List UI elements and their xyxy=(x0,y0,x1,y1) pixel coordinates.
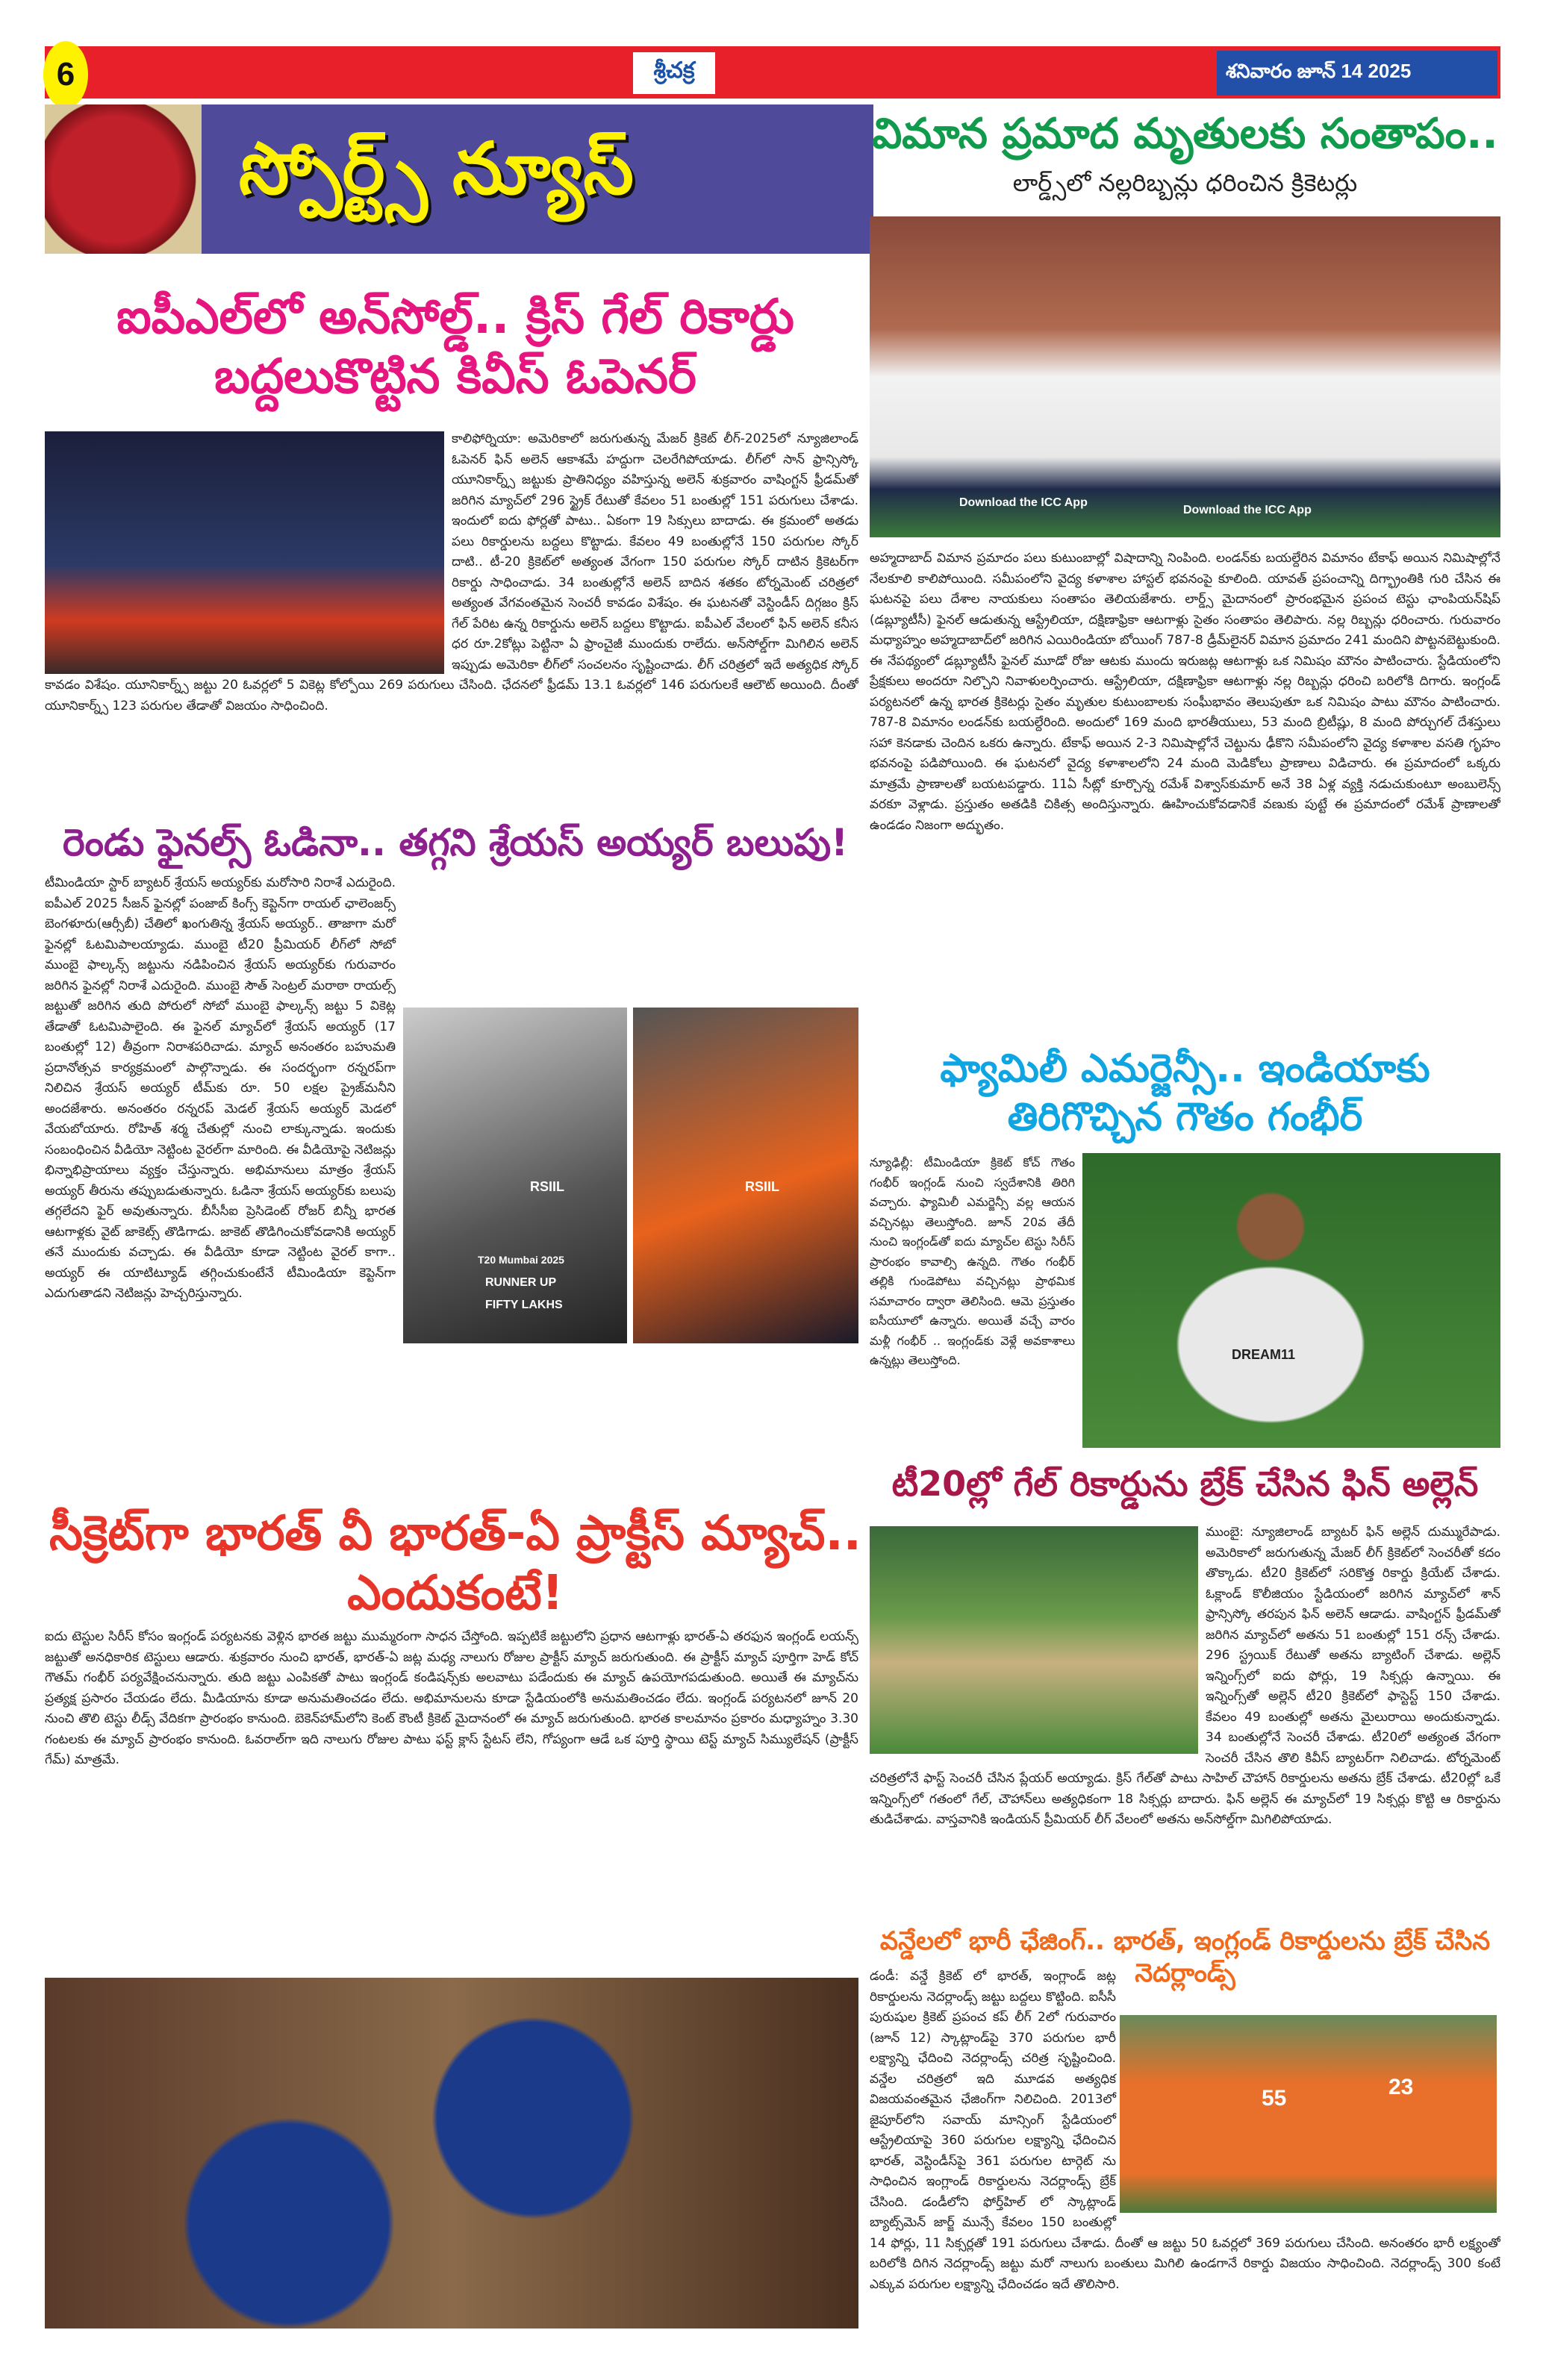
headline-iyer: రెండు ఫైనల్స్ ఓడినా.. తగ్గని శ్రేయస్ అయ్యర్ బలుపు! xyxy=(63,821,848,864)
headline-gale-record: ఐపీఎల్‌లో అన్‌సోల్డ్.. క్రిస్ గేల్ రికార్డు బద్దలుకొట్టిన కివీస్ ఓపెనర్ xyxy=(116,290,794,405)
subheadline-plane-crash: లార్డ్స్‌లో నల్లరిబ్బన్లు ధరించిన క్రికెటర్లు xyxy=(1012,169,1358,197)
netherlands-team-photo xyxy=(1120,2015,1497,2213)
ad-board-text: Download the ICC App xyxy=(1183,504,1312,516)
newspaper-logo: శ్రీచక్ర xyxy=(633,52,715,94)
jersey-number: 23 xyxy=(1388,2075,1414,2099)
sports-news-banner xyxy=(45,104,873,254)
photo-text: T20 Mumbai 2025 xyxy=(478,1254,564,1266)
jersey-text: DREAM11 xyxy=(1232,1347,1296,1362)
indian-players-photo xyxy=(45,1978,858,2329)
story-gambhir-body: న్యూఢిల్లీ: టీమిండియా క్రికెట్ కోచ్ గౌతం గంభీర్ ఇంగ్లండ్ నుంచి స్వదేశానికి తిరిగి వచ్చారు. ఫ్యామిలీ ఎమర్జెన్సీ వల్ల ఆయన వచ్చినట్లు తెలుస్తోంది. జూన్ 20వ తేదీ నుంచి ఇంగ్లండ్‌తో ఐదు మ్యాచ్‌ల టెస్టు సిరీస్ ప్రారంభం కావాల్సి ఉన్నది. గౌతం గంభీర్ తల్లికి గుండెపోటు వచ్చినట్లు ప్రాథమిక సమాచారం ద్వారా తెలిసింది. ఆమె ప్రస్తుతం ఐసీయూలో ఉన్నారు. అయితే వచ్చే వారం మళ్లీ గంభీర్ .. ఇంగ్లండ్‌కు వెళ్లే అవకాశాలు ఉన్నట్లు తెలుస్తోంది. xyxy=(870,1155,1075,1367)
jersey-text: RSIIL xyxy=(745,1179,780,1194)
jersey-text: RSIIL xyxy=(530,1179,565,1194)
story-netherlands-text: డండీ: వన్డే క్రికెట్ లో భారత్, ఇంగ్లాండ్ జట్ల రికార్డులను నెదర్లాండ్స్ జట్టు బద్దలు కొట్టింది. ఐసీసీ పురుషుల క్రికెట్ ప్రపంచ కప్ లీగ్ 2లో గురువారం (జూన్ 12) స్కాట్లాండ్‌పై 370 పరుగుల భారీ లక్ష్యాన్ని ఛేదించి నెదర్లాండ్స్ చరిత్ర సృష్టించింది. వన్డేల చరిత్రలో ఇది మూడవ అత్యధిక విజయవంతమైన ఛేజింగ్‌గా నిలిచింది. 2013లో జైపూర్‌లోని సవాయ్ మాన్సింగ్ స్టేడియంలో ఆస్ట్రేలియాపై 360 పరుగుల లక్ష్యాన్ని ఛేదించిన భారత్, వెస్టిండీస్‌పై 361 పరుగుల టార్గెట్ ను సాధించిన ఇంగ్లాండ్ రికార్డులను నెదర్లాండ్స్ బ్రేక్ చేసింది. డండీలోని ఫోర్త్‌హిల్ లో స్కాట్లాండ్ బ్యాట్స్‌మెన్ జార్జ్ మున్సే కేవలం 150 బంతుల్లో 14 ఫోర్లు, 11 సిక్సర్లతో 191 పరుగులు చేశాడు. దీంతో ఆ జట్టు 50 ఓవర్లలో 369 పరుగులు చేసింది. అనంతరం భారీ లక్ష్యంతో బరిలోకి దిగిన నెదర్లాండ్స్ జట్టు మరో నాలుగు బంతులు మిగిలి ఉండగానే రికార్డు విజయం సాధించింది. నెదర్లాండ్స్ 300 కంటే ఎక్కువ పరుగుల లక్ష్యాన్ని ఛేదించడం ఇదే తొలిసారి. xyxy=(870,1969,1500,2292)
headline-netherlands: వన్డేలలో భారీ ఛేజింగ్.. భారత్, ఇంగ్లండ్ రికార్డులను బ్రేక్ చేసిన నెదర్లాండ్స్ xyxy=(879,1926,1491,1988)
headline-practice-match: సీక్రెట్‌గా భారత్ వీ భారత్-ఏ ప్రాక్టీస్ మ్యాచ్.. ఎందుకంటే! xyxy=(49,1506,861,1621)
story-allen-text: ముంబై: న్యూజిలాండ్ బ్యాటర్ ఫిన్ అల్లెన్ దుమ్మురేపాడు. అమెరికాలో జరుగుతున్న మేజర్ లీగ్ క్రికెట్‌లో సెంచరీతో కదం తొక్కాడు. టీ20 క్రికెట్‌లో సరికొత్త రికార్డు క్రియేట్ చేశాడు. ఓక్లాండ్ కొలీజియం స్టేడియంలో జరిగిన మ్యాచ్‌లో శాన్ ఫ్రాన్సిస్కో తరపున ఫిన్ అలెన్ ఆడాడు. వాషింగ్టన్ ఫ్రీడమ్‌తో జరిగిన మ్యాచ్‌లో అతను 51 బంతుల్లో 151 రన్స్ చేశాడు. 296 స్ట్రయిక్ రేటుతో అతను బ్యాటింగ్ చేశాడు. అల్లెన్ ఇన్నింగ్స్‌లో ఐదు ఫోర్లు, 19 సిక్సర్లు ఉన్నాయి. ఈ ఇన్నింగ్స్‌తో అల్లెన్ టీ20 క్రికెట్‌లో ఫాస్టెస్ట్ 150 చేశాడు. కేవలం 49 బంతుల్లో అతను మైలురాయి అందుకున్నాడు. 34 బంతుల్లోనే సెంచరీ చేశాడు. టీ20లో అత్యంత వేగంగా సెంచరీ చేసిన తొలి కివీస్ బ్యాటర్‌గా నిలిచాడు. టోర్నమెంట్ చరిత్రలోనే ఫాస్ట్ సెంచరీ చేసిన ప్లేయర్ అయ్యాడు. క్రిస్ గేల్‌తో పాటు సాహిల్ చౌహాన్ రికార్డులను అతను బ్రేక్ చేశాడు. టీ20ల్లో ఒకే ఇన్నింగ్స్‌లో గతంలో గేల్, చౌహాన్‌లు అత్యధికంగా 18 సిక్సర్లు బాదారు. ఫిన్ అల్లెన్ ఈ మ్యాచ్‌లో 19 సిక్సర్లు కొట్టి ఆ రికార్డును తుడిచేశాడు. వాస్తవానికి ఇండియన్ ప్రీమియర్ లీగ్ వేలంలో అతను అన్‌సోల్డ్‌గా మిగిలిపోయాడు. xyxy=(870,1525,1500,1827)
story-plane-body: అహ్మదాబాద్ విమాన ప్రమాదం పలు కుటుంబాల్లో విషాదాన్ని నింపింది. లండన్‌కు బయల్దేరిన విమానం టేకాఫ్ అయిన నిమిషాల్లోనే నేలకూలి కాలిపోయింది. సమీపంలోని వైద్య కళాశాల హాస్టల్ భవనంపై కూలింది. యావత్ ప్రపంచాన్ని దిగ్భ్రాంతికి గురి చేసిన ఈ ఘటనపై పలు దేశాల నాయకులు సంతాపం తెలియజేశారు. లార్డ్స్ మైదానంలో ప్రారంభమైన ప్రపంచ టెస్టు ఛాంపియన్‌షిప్ (డబ్ల్యూటీసీ) ఫైనల్ ఆడుతున్న ఆస్ట్రేలియా, దక్షిణాఫ్రికా ఆటగాళ్లు సైతం సంతాపం తెలిపారు. నల్ల రిబ్బన్లు ధరించారు. గురువారం మధ్యాహ్నం అహ్మదాబాద్‌లో జరిగిన ఎయిరిండియా బోయింగ్ 787-8 డ్రీమ్‌లైనర్ విమాన ప్రమాదం 241 మందిని పొట్టనబెట్టుకుంది. ఈ నేపథ్యంలో డబ్ల్యూటీసీ ఫైనల్ మూడో రోజు ఆటకు ముందు ఇరుజట్ల ఆటగాళ్లు ఒక నిమిషం మౌనం పాటించారు. స్టేడియంలోని ప్రేక్షకులు అందరూ నిల్చొని నివాళులర్పించారు. ఆస్ట్రేలియా, దక్షిణాఫ్రికా ఆటగాళ్లు నల్ల రిబ్బన్లు ధరించి బరిలోకి దిగారు. ఇంగ్లండ్ పర్యటనలో ఉన్న భారత క్రికెటర్లు సైతం మృతుల కుటుంబాలకు సంఘీభావం తెలుపుతూ ఒక నిమిషం పాటు మౌనం పాటించారు. 787-8 విమానం లండన్‌కు బయల్దేరింది. అందులో 169 మంది భారతీయులు, 53 మంది బ్రిటీష్లు, 8 మంది పోర్చుగల్ దేశస్తులు సహా కెనడాకు చెందిన ఒకరు ఉన్నారు. టేకాఫ్ అయిన 2-3 నిమిషాల్లోనే చెట్టును ఢీకొని సమీపంలోని వైద్య కళాశాల వసతి గృహం భవనంపై పడిపోయింది. ఈ ఘటనలో వైద్య కళాశాలలోని 24 మంది మెడికోలు ప్రాణాలు విడిచారు. ఈ ప్రమాదంలో ఒక్కరు మాత్రమే ప్రాణాలతో బయటపడ్డారు. 11ఏ సీట్లో కూర్చొన్న రమేశ్ విశ్వాస్‌కుమార్ అనే 38 ఏళ్ల వ్యక్తి నడుచుకుంటూ అంబులెన్స్ వరకూ వెళ్లాడు. ప్రస్తుతం అతడికి చికిత్స అందిస్తున్నారు. ఊహించుకోవడానికే వణుకు పుట్టే ఈ ప్రమాదంలో రమేశ్ ప్రాణాలతో ఉండడం నిజంగా అద్భుతం. xyxy=(870,551,1500,833)
cricket-ball-icon xyxy=(45,104,202,254)
iyer-photo-2 xyxy=(633,1008,858,1343)
issue-date: శనివారం జూన్ 14 2025 xyxy=(1217,51,1497,96)
iyer-photo-1 xyxy=(403,1008,627,1343)
story-iyer-text: టీమిండియా స్టార్ బ్యాటర్ శ్రేయస్ అయ్యర్‌కు మరోసారి నిరాశే ఎదురైంది. ఐపీఎల్ 2025 సీజన్ ఫైనల్లో పంజాబ్ కింగ్స్ కెప్టెన్‌గా రాయల్ ఛాలెంజర్స్ బెంగళూరు(ఆర్సీబీ) చేతిలో ఖంగుతిన్న శ్రేయస్ అయ్యర్.. తాజాగా మరో ఫైనల్లో ఓటమిపాలయ్యాడు. ముంబై టీ20 ప్రీమియర్ లీగ్‌లో సోబో ముంబై ఫాల్కన్స్ జట్టును నడిపించిన శ్రేయస్ అయ్యర్‌కు గురువారం జరిగిన ఫైనల్లో నిరాశే ఎదురైంది. ముంబై సౌత్ సెంట్రల్ మరాఠా రాయల్స్ జట్టుతో జరిగిన తుది పోరులో సోబో ముంబై ఫాల్కన్స్ జట్టు 5 వికెట్ల తేడాతో ఓటమిపాలైంది. ఈ ఫైనల్ మ్యాచ్‌లో శ్రేయస్ అయ్యర్ (17 బంతుల్లో 12) తీవ్రంగా నిరాశపరిచాడు. మ్యాచ్ అనంతరం బహుమతి ప్రదానోత్సవ కార్యక్రమంలో పాల్గొన్నాడు. ఈ సందర్భంగా రన్నరప్‌గా నిలిచిన శ్రేయస్ అయ్యర్ టీమ్‌కు రూ. 50 లక్షల ప్రైజ్‌మనీని అందజేశారు. అనంతరం రన్నరప్ మెడల్ శ్రేయస్ అయ్యర్ మెడలో వేయబోయారు. రోహిత్ శర్మ చేతుల్లో నుంచి లాక్కున్నాడు. ఇందుకు సంబంధించిన వీడియో నెట్టింట వైరల్‌గా మారింది. ఈ వీడియోపై నెటిజన్లు భిన్నాభిప్రాయాలు వ్యక్తం చేస్తున్నారు. అభిమానులు మాత్రం శ్రేయస్ అయ్యర్ తీరును తప్పుబడుతున్నారు. ఓడినా శ్రేయస్ అయ్యర్‌కు బలుపు తగ్గలేదని ఫైర్ అవుతున్నారు. బీసీసీఐ ప్రెసిడెంట్ రోజర్ బిన్నీ భారత ఆటగాళ్లకు వైట్ జాకెట్స్ తొడిగాడు. జాకెట్ తొడిగించుకోవడానికి అయ్యర్ తనే ముందుకు వచ్చాడు. ఈ వీడియో కూడా నెట్టింట వైరల్ కాగా.. అయ్యర్ ఈ యాటిట్యూడ్ తగ్గించుకుంటేనే టీమిండియా కెప్టెన్‌గా ఎదుగుతాడని నెటిజన్లు హెచ్చరిస్తున్నారు. xyxy=(45,875,396,1301)
headline-gambhir: ఫ్యామిలీ ఎమర్జెన్సీ.. ఇండియాకు తిరిగొచ్చిన గౌతం గంభీర్ xyxy=(940,1046,1430,1140)
gambhir-photo xyxy=(1082,1153,1500,1448)
ad-board-text: Download the ICC App xyxy=(959,496,1088,509)
story-gale-text: కాలిఫోర్నియా: అమెరికాలో జరుగుతున్న మేజర్ క్రికెట్ లీగ్-2025లో న్యూజిలాండ్ ఓపెనర్ ఫిన్ అలెన్ ఆకాశమే హద్దుగా చెలరేగిపోయాడు. లీగ్‌లో సాన్ ఫ్రాన్సిస్కో యూనికార్న్స్ జట్టుకు ప్రాతినిధ్యం వహిస్తున్న అలెన్ శుక్రవారం వాషింగ్టన్ ఫ్రీడమ్‌తో జరిగిన మ్యాచ్‌లో 296 స్ట్రైక్ రేటుతో కేవలం 51 బంతుల్లో 151 పరుగులు చేశాడు. ఇందులో ఐదు ఫోర్లతో పాటు.. ఏకంగా 19 సిక్సులు బాదాడు. ఈ క్రమంలో అతడు పలు రికార్డులను బద్దలు కొట్టాడు. కేవలం 49 బంతుల్లోనే 150 పరుగుల స్కోర్ దాటి.. టీ-20 క్రికెట్‌లో అత్యంత వేగంగా 150 పరుగుల స్కోర్ దాటిన క్రికెటర్‌గా రికార్డు సాధించాడు. 34 బంతుల్లోనే అలెన్ బాదిన శతకం టోర్నమెంట్ చరిత్రలో అత్యంత వేగవంతమైన సెంచరీ కావడం విశేషం. ఈ ఘటనతో వెస్టిండీస్ దిగ్గజం క్రిస్ గేల్ పేరిట ఉన్న రికార్డును అలెన్ బద్దలు కొట్టాడు. ఐపీఎల్ వేలంలో ఫిన్ అలెన్ కనీస ధర రూ.2కోట్లు పెట్టినా ఏ ఫ్రాంచైజీ ముందుకు రాలేదు. అన్‌సోల్డ్‌గా మిగిలిన అలెన్ ఇప్పుడు అమెరికా లీగ్‌లో సంచలనం సృష్టించాడు. లీగ్ చరిత్రలో ఇదే అత్యధిక స్కోర్ కావడం విశేషం. యూనికార్న్స్ జట్టు 20 ఓవర్లలో 5 వికెట్ల కోల్పోయి 269 పరుగులు చేసింది. ఛేదనలో ఫ్రీడమ్ 13.1 ఓవర్లలో 146 పరుగులకే ఆలౌట్ అయింది. దీంతో యూనికార్న్స్ 123 పరుగుల తేడాతో విజయం సాధించింది. xyxy=(45,431,858,713)
photo-text: FIFTY LAKHS xyxy=(485,1299,563,1311)
story-gale-body xyxy=(45,429,858,813)
story-practice-body: ఐదు టెస్టుల సిరీస్ కోసం ఇంగ్లండ్ పర్యటనకు వెళ్లిన భారత జట్టు ముమ్మరంగా సాధన చేస్తోంది. ఇప్పటికే జట్టులోని ప్రధాన ఆటగాళ్లు భారత్-ఏ తరఫున ఇంగ్లండ్ లయన్స్ జట్టుతో అనధికారిక టెస్టులు ఆడారు. శుక్రవారం నుంచి భారత్, భారత్-ఏ జట్ల మధ్య నాలుగు రోజుల ప్రాక్టీస్ మ్యాచ్ జరుగుతుంది. ఈ ప్రాక్టీస్ మ్యాచ్ పూర్తిగా హెడ్ కోచ్ గౌతమ్ గంభీర్ పర్యవేక్షించనున్నారు. తుది జట్టు ఎంపికతో పాటు ఇంగ్లండ్ కండిషన్స్‌కు అలవాటు పడేందుకు ఈ మ్యాచ్ ఉపయోగపడుతుంది. అయితే ఈ మ్యాచ్‌ను ప్రత్యక్ష ప్రసారం చేయడం లేదు. మీడియాను కూడా అనుమతించడం లేదు. అభిమానులను కూడా స్టేడియంలోకి అనుమతించడం లేదు. ఇంగ్లండ్ పర్యటనలో జూన్ 20 నుంచి తొలి టెస్టు లీడ్స్ వేదికగా ప్రారంభం కానుంది. బెకెన్‌హామ్‌లోని కెంట్ కౌంటీ క్రికెట్ మైదానంలో ఈ మ్యాచ్ జరుగుతుంది. భారత కాలమానం ప్రకారం మధ్యాహ్నం 3.30 గంటలకు ఈ మ్యాచ్ ప్రారంభం కానుంది. ఓవరాల్‌గా ఇది నాలుగు రోజుల పాటు ఫస్ట్ క్లాస్ స్టేటస్ లేని, గోప్యంగా ఆడే ఒక పూర్తి స్థాయి టెస్ట్ మ్యాచ్ సిమ్యులేషన్ (ప్రాక్టీస్ గేమ్) మాత్రమే. xyxy=(45,1629,858,1767)
photo-text: RUNNER UP xyxy=(485,1276,557,1289)
story-allen-body xyxy=(870,1522,1500,1911)
page-number: 6 xyxy=(43,41,88,108)
headline-plane-crash: విమాన ప్రమాద మృతులకు సంతాపం.. xyxy=(872,110,1498,158)
headline-allen: టీ20ల్లో గేల్ రికార్డును బ్రేక్ చేసిన ఫిన్ అల్లెన్ xyxy=(891,1464,1479,1504)
banner-title: స్పోర్ట్స్ న్యూస్ xyxy=(239,127,634,210)
lords-players-photo xyxy=(870,216,1500,537)
jersey-number: 55 xyxy=(1262,2086,1287,2111)
